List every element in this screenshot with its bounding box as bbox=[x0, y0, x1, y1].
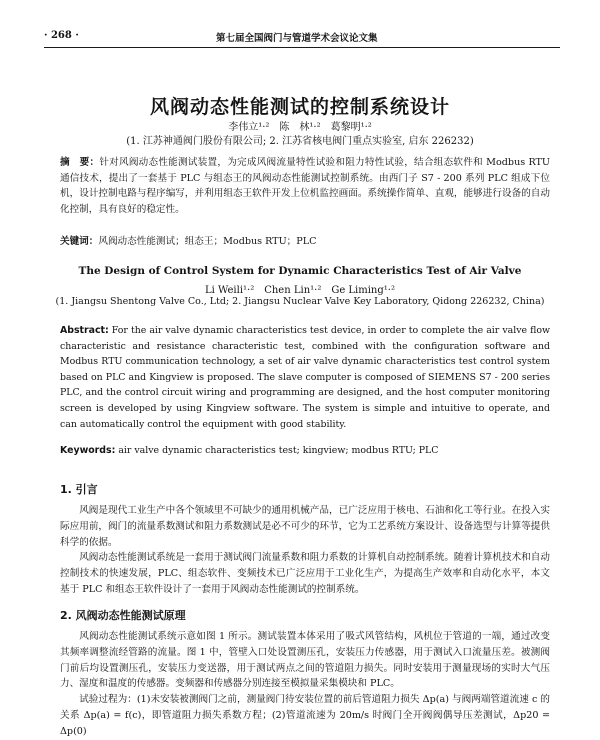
abstract-en-text: For the air valve dynamic characteristics test device, in order to complete the air valve flow characteristic and resistance characteristic test, combined with the configuration software and Modbus RTU communication technology, a set of air valve dynamic characteristics test control system based on PLC and Kingview is proposed. The slave computer is composed of SIEMENS S7 - 200 series PLC, and the control circuit wiring and programming are designed, and the host computer monitoring screen is developed by using Kingview software. The system is simple and intuitive to operate, and can automatically control the equipment with good stability. bbox=[60, 325, 550, 430]
keywords-cn-text: 风阀动态性能测试；组态王；Modbus RTU；PLC bbox=[98, 236, 317, 247]
header-rule bbox=[44, 47, 560, 48]
english-title: The Design of Control System for Dynamic Characteristics Test of Air Valve bbox=[78, 265, 522, 277]
section-1-body bbox=[60, 503, 550, 598]
paper-title: 风阀动态性能测试的控制系统设计 bbox=[149, 96, 450, 118]
section-2-paragraph: 风阀动态性能测试系统示意如图 1 所示。测试装置本体采用了吸式风管结构，风机位于管道的一端，通过改变其频率调整流经管路的流量。图 1 中，管壁入口处设置测压孔，安装压力传感器，用于测试入口流量压差。被测阀门前后均设置测压孔，安装压力变送器，用于测试两点之间的管道阻力损失。同时安装用于测量现场的实时大气压力、湿度和温度的传感器。变频器和传感器分别连接至模拟量采集模块和 PLC。 bbox=[60, 631, 550, 690]
page-number: · 268 · bbox=[44, 30, 79, 41]
affiliation: (1. 江苏神通阀门股份有限公司; 2. 江苏省核电阀门重点实验室, 启东 226232) bbox=[126, 136, 474, 147]
section-1-heading: 1. 引言 bbox=[60, 483, 98, 496]
journal-name: 第七届全国阀门与管道学术会议论文集 bbox=[216, 33, 378, 44]
section-1-paragraph: 风阀是现代工业生产中各个领域里不可缺少的通用机械产品，已广泛应用于核电、石油和化工等行业。在投入实际应用前，阀门的流量系数测试和阻力系数测试是必不可少的环节，它为工艺系统方案设计、设备选型与计算等提供科学的依据。 bbox=[60, 505, 550, 548]
english-affiliation: (1. Jiangsu Shentong Valve Co., Ltd; 2. Jiangsu Nuclear Valve Key Laboratory, Qidong 226232, China) bbox=[55, 296, 545, 307]
keywords-en-text: air valve dynamic characteristics test; kingview; modbus RTU; PLC bbox=[118, 445, 439, 456]
abstract-en-label: Abstract: bbox=[60, 325, 109, 336]
authors: 李伟立¹·² 陈 林¹·² 葛黎明¹·² bbox=[228, 122, 372, 133]
keywords-en bbox=[60, 443, 550, 459]
section-2-body bbox=[60, 629, 550, 740]
english-authors: Li Weili¹·² Chen Lin¹·² Ge Liming¹·² bbox=[205, 285, 395, 296]
abstract-cn bbox=[60, 155, 550, 217]
abstract-en bbox=[60, 323, 550, 432]
section-2-heading: 2. 风阀动态性能测试原理 bbox=[60, 609, 186, 622]
running-header bbox=[44, 30, 560, 44]
keywords-en-label: Keywords: bbox=[60, 445, 116, 456]
keywords-cn-label: 关键词： bbox=[60, 236, 99, 247]
keywords-cn bbox=[60, 234, 550, 250]
section-1-paragraph: 风阀动态性能测试系统是一套用于测试阀门流量系数和阻力系数的计算机自动控制系统。随着计算机技术和自动控制技术的快速发展，PLC、组态软件、变频技术已广泛应用于工业化生产，为提高生产效率和自动化水平，本文基于 PLC 和组态王软件设计了一套用于风阀动态性能测试的控制系统。 bbox=[60, 552, 550, 595]
section-2-paragraph: 试验过程为：(1)未安装被测阀门之前，测量阀门待安装位置的前后管道阻力损失 Δp(a) 与阀两端管道流速 c 的关系 Δp(a) = f(c)，即管道阻力损失系数方程；(2)管道流速为 20m/s 时阀门全开阀阀偶导压差测试，Δp20 = Δp(0) bbox=[60, 694, 550, 737]
abstract-cn-label: 摘 要： bbox=[60, 157, 100, 168]
abstract-cn-text: 针对风阀动态性能测试装置，为完成风阀流量特性试验和阻力特性试验，结合组态软件和 Modbus RTU 通信技术，提出了一套基于 PLC 与组态王的风阀动态性能测试控制系统。由西门子 S7 - 200 系列 PLC 组成下位机，设计控制电路与程序编写，并利用组态王软件开发上位机监控画面。系统操作简单、直观，能够进行设备的自动化控制，具有良好的稳定性。 bbox=[60, 157, 551, 215]
